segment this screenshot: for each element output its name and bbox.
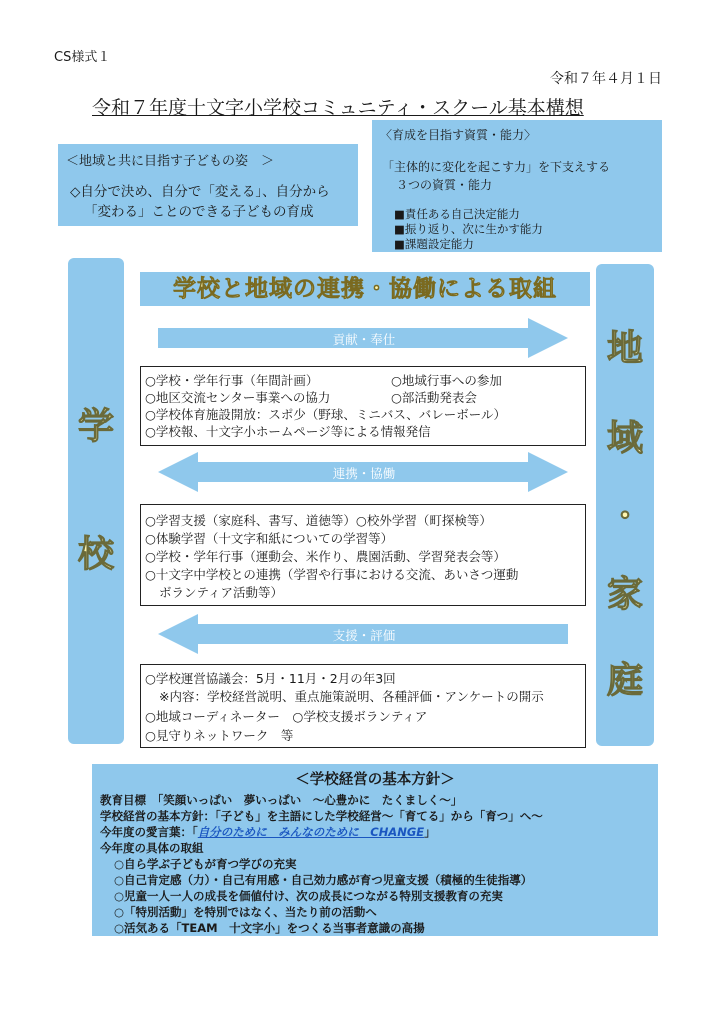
contribution-label: 貢献・奉仕 <box>332 332 396 347</box>
panel3-line: ※内容：学校経営説明、重点施策説明、各種評価・アンケートの開示 <box>159 689 544 704</box>
page-title: 令和７年度十文字小学校コミュニティ・スクール基本構想 <box>92 97 584 119</box>
contribution-arrow <box>158 318 570 358</box>
panel2-line: ○体験学習（十文字和紙についての学習等） <box>145 531 394 546</box>
vision-heading: ＜地域と共に目指す子どもの姿 ＞ <box>66 154 275 169</box>
vision-line-2: 「変わる」ことのできる子どもの育成 <box>84 204 314 220</box>
region-char: 地 <box>606 328 643 369</box>
motto-label: 今年度の愛言葉：「 <box>100 825 198 839</box>
motto-text: 自分のために みんなのために CHANGE <box>197 825 425 839</box>
form-number: CS様式１ <box>54 50 111 65</box>
vision-line-1: ◇自分で決め、自分で「変える」、自分から <box>70 184 330 200</box>
panel1-line: ○地区交流センター事業への協力 <box>145 390 331 405</box>
policy-item: ○活気ある「TEAM 十文字小」をつくる当事者意識の高揚 <box>114 921 425 935</box>
support-arrow <box>158 614 570 654</box>
document-date: 令和７年４月１日 <box>550 71 662 87</box>
panel1-line: ○地域行事への参加 <box>391 373 502 388</box>
policy-item: ○自ら学ぶ子どもが育つ学びの充実 <box>114 857 297 871</box>
policy-item: ○自己肯定感（力）・自己有用感・自己効力感が育つ児童支援（積極的生徒指導） <box>114 873 533 887</box>
panel2-line: ○十文字中学校との連携（学習や行事における交流、あいさつ運動 <box>145 567 519 582</box>
region-char: ・ <box>606 496 643 537</box>
policy-box <box>92 764 658 936</box>
cooperation-label: 連携・協働 <box>332 466 396 481</box>
panel1-line: ○部活動発表会 <box>391 390 477 405</box>
panel1-line: ○学校体育施設開放：スポ少（野球、ミニバス、バレーボール） <box>145 407 507 422</box>
panel2-line: ○学習支援（家庭科、書写、道徳等）○校外学習（町探検等） <box>145 513 492 528</box>
activities-panel-1 <box>140 366 586 446</box>
panel1-line: ○学校報、十文字小ホームページ等による情報発信 <box>145 424 431 439</box>
panel2-line: ○学校・学年行事（運動会、米作り、農園活動、学習発表会等） <box>145 549 506 564</box>
ability-item: ■課題設定能力 <box>394 237 474 251</box>
policy-item: ○児童一人一人の成長を価値付け、次の成長につながる特別支援教育の充実 <box>114 889 503 903</box>
school-char: 学 <box>77 406 114 447</box>
abilities-box <box>372 120 662 252</box>
school-char: 校 <box>77 534 114 575</box>
motto-end: 」 <box>424 825 436 839</box>
ability-item: ■責任ある自己決定能力 <box>394 207 520 221</box>
vision-box <box>58 144 358 226</box>
education-goal: 教育目標 「笑顔いっぱい 夢いっぱい ～心豊かに たくましく～」 <box>100 793 463 807</box>
ability-item: ■振り返り、次に生かす能力 <box>394 222 543 236</box>
region-char: 庭 <box>606 660 643 701</box>
abilities-text-1: 「主体的に変化を起こす力」を下支えする <box>382 160 611 174</box>
abilities-heading: 〈育成を目指す資質・能力〉 <box>380 128 537 142</box>
region-char: 域 <box>606 418 643 459</box>
panel3-line: ○見守りネットワーク 等 <box>145 728 294 743</box>
headline-banner: 学校と地域の連携・協働による取組 <box>140 272 590 306</box>
activities-panel-2 <box>140 504 586 606</box>
panel3-line: ○地域コーディネーター ○学校支援ボランティア <box>145 709 428 724</box>
policy-heading: ＜学校経営の基本方針＞ <box>295 772 455 788</box>
activities-panel-3 <box>140 664 586 748</box>
panel1-line: ○学校・学年行事（年間計画） <box>145 373 319 388</box>
support-label: 支援・評価 <box>332 628 396 643</box>
region-pillar <box>596 264 654 746</box>
school-pillar <box>68 258 124 744</box>
policy-item: ○「特別活動」を特別ではなく、当たり前の活動へ <box>114 905 377 919</box>
cooperation-arrow <box>158 452 570 492</box>
abilities-text-2: ３つの資質・能力 <box>396 178 493 192</box>
motto-line <box>100 824 436 840</box>
basic-policy: 学校経営の基本方針：「子ども」を主語にした学校経営～「育てる」から「育つ」へ～ <box>100 809 543 823</box>
region-char: 家 <box>606 574 643 615</box>
panel3-line: ○学校運営協議会：5月・11月・2月の年3回 <box>145 671 396 686</box>
specific-heading: 今年度の具体の取組 <box>100 841 204 855</box>
panel2-line: ボランティア活動等） <box>159 585 284 600</box>
